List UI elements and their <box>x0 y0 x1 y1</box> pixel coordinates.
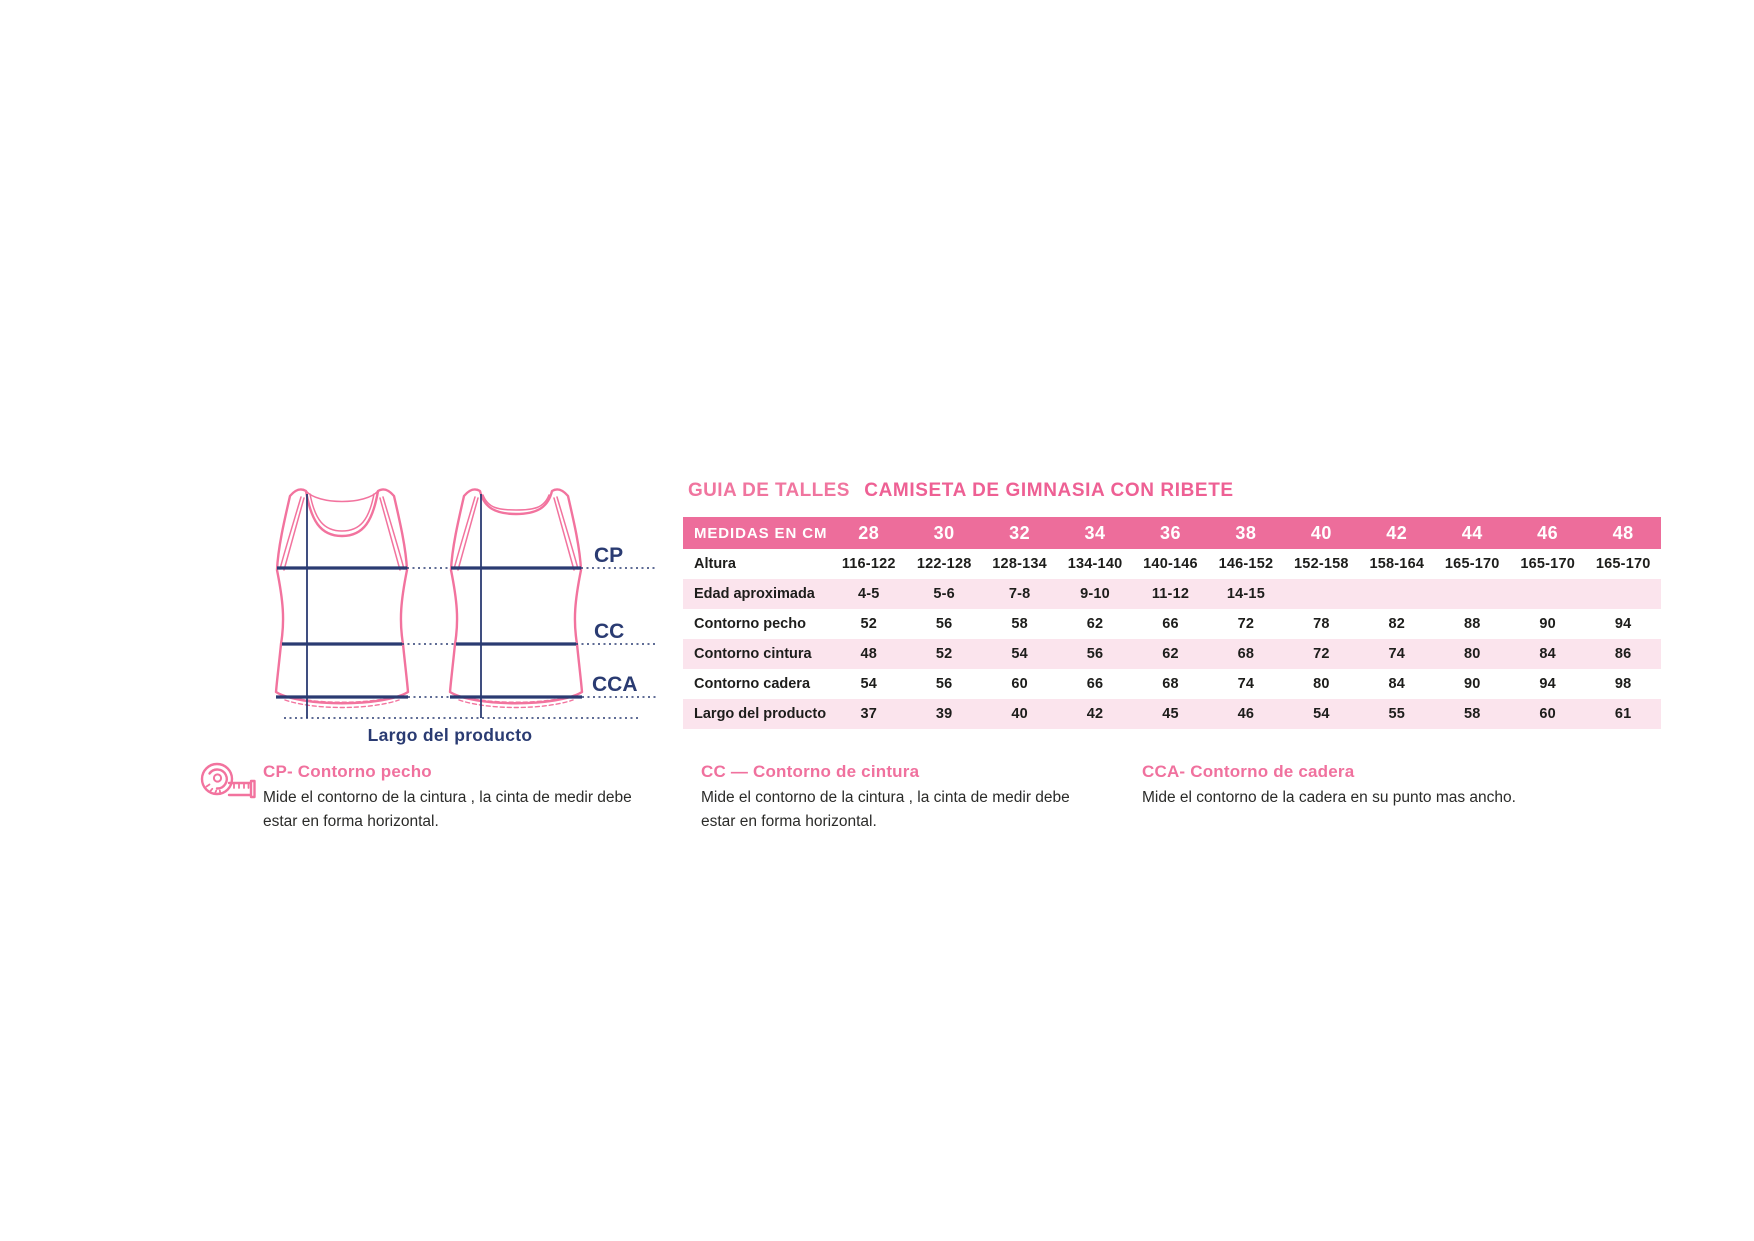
size-value-cell: 74 <box>1237 676 1255 692</box>
measuring-tape-icon <box>196 753 258 809</box>
size-value-cell: 14-15 <box>1226 586 1265 602</box>
cc-label: CC <box>594 620 625 643</box>
size-value-cell <box>1435 579 1510 609</box>
size-table <box>683 517 1661 729</box>
size-column-header: 48 <box>1612 522 1634 543</box>
tank-top-front <box>276 489 408 707</box>
size-value-cell: 134-140 <box>1067 556 1123 572</box>
table-row <box>683 609 1661 639</box>
table-row <box>683 669 1661 699</box>
note-cc <box>701 762 1103 834</box>
size-value-cell <box>1284 579 1359 609</box>
size-column-header: 30 <box>933 522 955 543</box>
note-cp-heading: CP- Contorno pecho <box>263 762 432 781</box>
note-cp <box>263 762 665 834</box>
size-value-cell: 68 <box>1237 646 1255 662</box>
size-value-cell: 46 <box>1237 706 1255 722</box>
size-value-cell: 158-164 <box>1369 556 1425 572</box>
measures-header-cell: MEDIDAS EN CM <box>694 524 828 542</box>
size-value-cell: 165-170 <box>1520 556 1575 572</box>
size-value-cell: 56 <box>935 616 953 632</box>
row-label: Altura <box>694 556 736 572</box>
note-cca-body: Mide el contorno de la cadera en su punto mas ancho. <box>1142 789 1516 806</box>
size-value-cell: 66 <box>1162 616 1179 632</box>
table-row <box>683 549 1661 579</box>
row-label: Edad aproximada <box>694 586 815 602</box>
size-value-cell: 86 <box>1614 646 1632 662</box>
size-value-cell: 94 <box>1539 676 1556 692</box>
size-column-header: 46 <box>1537 522 1559 543</box>
note-cc-body: Mide el contorno de la cintura , la cinta de medir debe estar en forma horizontal. <box>701 789 1070 831</box>
size-column-header: 28 <box>858 522 880 543</box>
size-table-header-row <box>683 517 1661 549</box>
note-cp-body: Mide el contorno de la cintura , la cinta de medir debe estar en forma horizontal. <box>263 789 632 831</box>
size-value-cell: 80 <box>1463 646 1481 662</box>
size-value-cell: 84 <box>1388 676 1406 692</box>
size-value-cell: 165-170 <box>1595 556 1651 572</box>
size-value-cell: 58 <box>1463 706 1481 722</box>
size-value-cell: 94 <box>1614 616 1632 632</box>
size-value-cell: 128-134 <box>992 556 1047 572</box>
table-row <box>683 579 1661 609</box>
size-value-cell: 90 <box>1539 616 1556 632</box>
size-column-header: 34 <box>1084 522 1106 543</box>
size-value-cell: 54 <box>1313 706 1330 722</box>
size-column-header: 44 <box>1461 522 1483 543</box>
guide-label: GUIA DE TALLES <box>688 480 850 501</box>
size-value-cell <box>1585 579 1661 609</box>
size-value-cell: 11-12 <box>1151 586 1190 602</box>
size-value-cell: 90 <box>1463 676 1481 692</box>
size-value-cell: 60 <box>1011 676 1028 692</box>
size-value-cell: 62 <box>1086 616 1104 632</box>
size-value-cell: 98 <box>1614 676 1632 692</box>
size-value-cell: 61 <box>1614 706 1632 722</box>
size-value-cell <box>1359 579 1434 609</box>
size-value-cell: 37 <box>860 706 877 722</box>
size-column-header: 40 <box>1310 522 1332 543</box>
size-value-cell: 72 <box>1313 646 1330 662</box>
size-value-cell: 72 <box>1237 616 1255 632</box>
size-value-cell: 52 <box>860 616 877 632</box>
size-value-cell: 7-8 <box>1008 586 1031 602</box>
page-title <box>688 480 1234 502</box>
row-label: Contorno cadera <box>694 676 811 692</box>
size-value-cell: 39 <box>935 706 953 722</box>
size-value-cell: 80 <box>1313 676 1330 692</box>
size-column-header: 36 <box>1159 522 1181 543</box>
size-value-cell: 54 <box>1011 646 1028 662</box>
size-value-cell: 60 <box>1539 706 1556 722</box>
size-value-cell: 48 <box>860 646 877 662</box>
size-value-cell: 82 <box>1388 616 1406 632</box>
product-length-label: Largo del producto <box>367 725 533 745</box>
size-value-cell: 68 <box>1162 676 1179 692</box>
size-value-cell: 78 <box>1313 616 1330 632</box>
size-value-cell: 66 <box>1086 676 1104 692</box>
row-label: Contorno cintura <box>694 646 812 662</box>
size-value-cell: 116-122 <box>841 556 896 572</box>
note-cca-heading: CCA- Contorno de cadera <box>1142 762 1355 781</box>
cp-label: CP <box>594 544 624 567</box>
size-value-cell: 140-146 <box>1143 556 1198 572</box>
table-row <box>683 639 1661 669</box>
size-value-cell: 42 <box>1086 706 1104 722</box>
row-label: Largo del producto <box>694 706 827 722</box>
row-label: Contorno pecho <box>694 616 806 632</box>
size-value-cell: 4-5 <box>857 586 880 602</box>
size-value-cell: 165-170 <box>1444 556 1500 572</box>
size-value-cell: 58 <box>1011 616 1028 632</box>
size-value-cell: 9-10 <box>1080 586 1110 602</box>
size-value-cell: 56 <box>935 676 953 692</box>
size-value-cell: 74 <box>1388 646 1406 662</box>
size-value-cell: 88 <box>1463 616 1481 632</box>
garment-diagram <box>238 478 678 750</box>
cca-label: CCA <box>592 673 638 696</box>
size-value-cell <box>1510 579 1585 609</box>
size-value-cell: 55 <box>1388 706 1406 722</box>
size-value-cell: 146-152 <box>1218 556 1274 572</box>
size-column-header: 32 <box>1009 522 1031 543</box>
note-cca <box>1142 762 1622 810</box>
size-value-cell: 56 <box>1086 646 1104 662</box>
size-value-cell: 40 <box>1011 706 1028 722</box>
size-value-cell: 52 <box>935 646 953 662</box>
size-value-cell: 122-128 <box>916 556 972 572</box>
size-value-cell: 62 <box>1162 646 1179 662</box>
size-column-header: 38 <box>1235 522 1257 543</box>
size-value-cell: 54 <box>860 676 877 692</box>
product-name: CAMISETA DE GIMNASIA CON RIBETE <box>864 480 1234 501</box>
size-column-header: 42 <box>1386 522 1408 543</box>
table-row <box>683 699 1661 729</box>
tank-top-back <box>450 489 582 707</box>
size-value-cell: 84 <box>1539 646 1556 662</box>
size-value-cell: 45 <box>1162 706 1179 722</box>
size-value-cell: 152-158 <box>1294 556 1349 572</box>
note-cc-heading: CC — Contorno de cintura <box>701 762 920 781</box>
size-value-cell: 5-6 <box>933 586 955 602</box>
